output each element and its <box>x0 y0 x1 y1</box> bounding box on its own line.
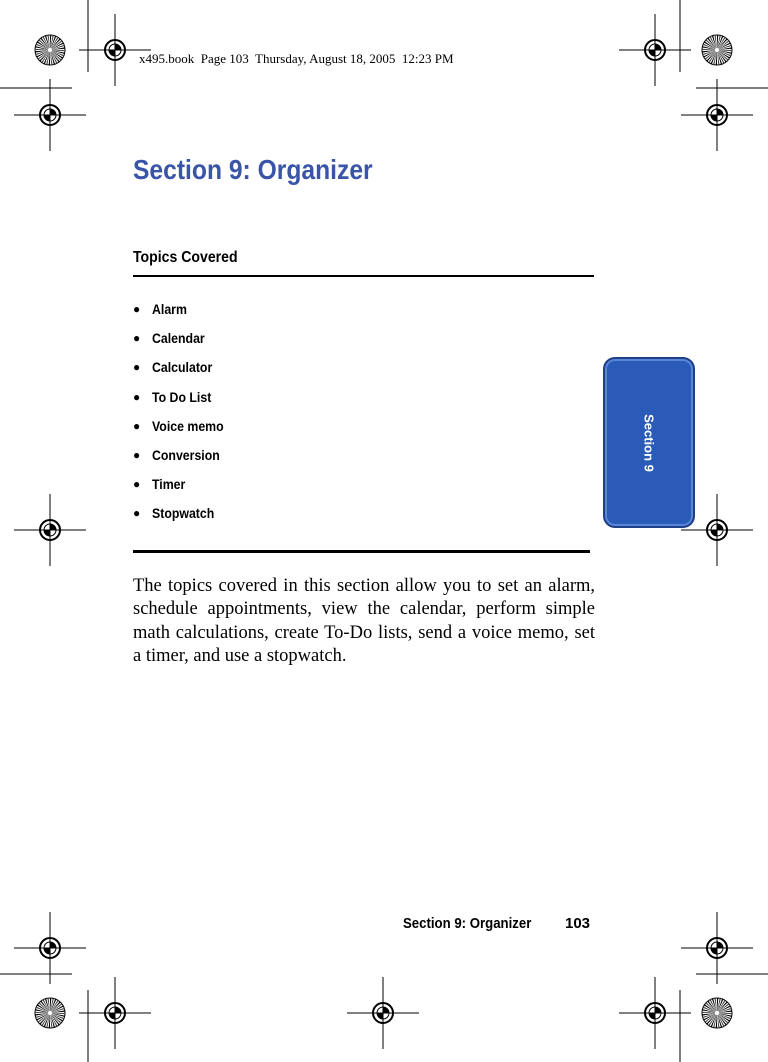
bullet-icon: ● <box>133 331 141 346</box>
section-title: Section 9: Organizer <box>133 154 373 185</box>
starburst-mark-icon <box>35 998 65 1028</box>
list-item <box>133 475 233 504</box>
bullet-icon: ● <box>133 418 141 433</box>
heading-rule <box>133 275 594 277</box>
registration-mark-icon <box>347 977 419 1049</box>
list-item <box>133 329 233 358</box>
bullet-icon: ● <box>133 477 141 492</box>
starburst-mark-icon <box>35 35 65 65</box>
topic-label: Timer <box>152 476 186 493</box>
topics-heading: Topics Covered <box>133 249 238 266</box>
section-tab <box>603 357 695 528</box>
intro-paragraph: The topics covered in this section allow you to set an alarm, schedule appointments, view the calendar, perform simple math calculations, create To-Do lists, send a voice memo, set a timer, and use a stopwatch. <box>133 576 595 666</box>
registration-mark-icon <box>79 977 151 1049</box>
bullet-icon: ● <box>133 302 141 316</box>
topic-label: To Do List <box>152 388 212 405</box>
bullet-icon: ● <box>133 506 141 521</box>
registration-mark-icon <box>14 912 86 984</box>
registration-mark-icon <box>681 912 753 984</box>
bullet-icon: ● <box>133 360 141 375</box>
starburst-mark-icon <box>702 35 732 65</box>
footer-title: Section 9: Organizer <box>403 915 532 932</box>
registration-mark-icon <box>14 79 86 151</box>
list-item <box>133 358 233 387</box>
topics-list <box>133 300 233 534</box>
section-tab-label: Section 9 <box>641 413 657 472</box>
registration-mark-icon <box>681 79 753 151</box>
topic-label: Alarm <box>152 301 187 317</box>
topic-label: Conversion <box>152 446 220 463</box>
registration-mark-icon <box>14 494 86 566</box>
starburst-mark-icon <box>702 998 732 1028</box>
list-item <box>133 504 233 533</box>
print-header: x495.book Page 103 Thursday, August 18, 2005 12:23 PM <box>139 51 454 66</box>
list-item <box>133 388 233 417</box>
bullet-icon: ● <box>133 447 141 462</box>
topic-label: Stopwatch <box>152 505 215 522</box>
list-item <box>133 417 233 446</box>
list-item <box>133 300 233 329</box>
list-item <box>133 446 233 475</box>
registration-mark-icon <box>79 14 151 86</box>
bullet-icon: ● <box>133 389 141 404</box>
page-number: 103 <box>565 915 591 932</box>
section-rule <box>133 550 590 553</box>
topic-label: Calculator <box>152 359 213 376</box>
topic-label: Calendar <box>152 330 205 347</box>
topic-label: Voice memo <box>152 417 224 434</box>
